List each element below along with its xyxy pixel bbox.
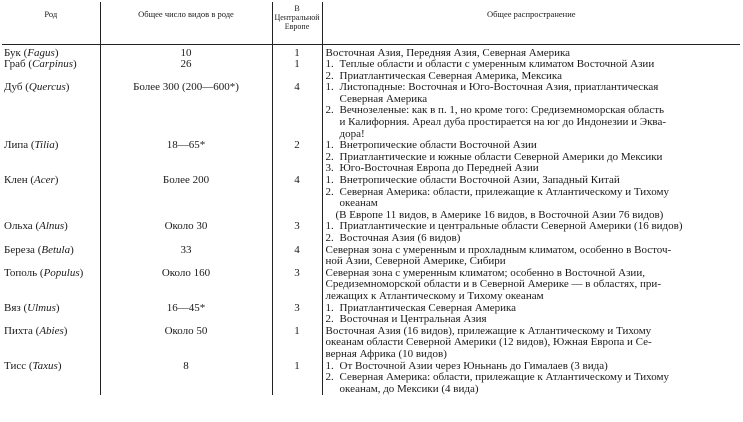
table-row <box>2 221 740 244</box>
item-number: 1. <box>325 58 334 71</box>
species-count: 18—65* <box>166 139 206 152</box>
distribution-cell <box>322 361 740 396</box>
distribution-text: Листопадные: Восточная и Юго-Восточная Азия, приатлантическая <box>339 81 659 94</box>
genus-cell: Тополь (Populus) <box>4 266 84 279</box>
species-count: Около 50 <box>164 324 208 337</box>
distribution-line <box>326 175 741 187</box>
distribution-text: Приатлантические и южные области Северной Америки до Мексики <box>339 150 663 163</box>
genus-latin-name: Abies <box>39 324 64 337</box>
genus-cell: Тисс (Taxus) <box>4 359 62 372</box>
distribution-text: Северная зона с умеренным климатом; особенно в Восточной Азии, <box>325 266 645 279</box>
species-count: 16—45* <box>166 301 206 314</box>
distribution-cell <box>322 268 740 303</box>
genus-cell: Граб (Carpinus) <box>4 58 77 71</box>
central-europe-count: 1 <box>294 58 300 71</box>
central-europe-count: 3 <box>294 266 300 279</box>
distribution-cell <box>322 59 740 82</box>
distribution-note: (В Европе 11 видов, в Америке 16 видов, в Восточной Азии 76 видов) <box>335 208 664 221</box>
central-europe-count: 1 <box>294 46 300 59</box>
distribution-line <box>326 384 741 396</box>
distribution-text: океанам, до Мексики (4 вида) <box>339 382 479 395</box>
distribution-cell <box>322 245 740 268</box>
genus-cell: Пихта (Abies) <box>4 324 68 337</box>
distribution-text: Приатлантическая Северная Америка, Мексика <box>339 69 562 82</box>
distribution-line <box>326 187 741 199</box>
species-count: Около 30 <box>164 220 208 233</box>
distribution-text: лежащих к Атлантическому и Тихому океанам <box>325 289 544 302</box>
item-number: 1. <box>325 301 334 314</box>
table-row <box>2 245 740 268</box>
genus-latin-name: Taxus <box>32 359 58 372</box>
header-species-count: Общее число видов в роде <box>100 2 272 44</box>
central-europe-cell <box>272 59 322 82</box>
genus-latin-name: Ulmus <box>27 301 56 314</box>
central-europe-cell <box>272 326 322 361</box>
table-row <box>2 59 740 82</box>
distribution-line <box>326 291 741 303</box>
distribution-line <box>326 372 741 384</box>
distribution-cell <box>322 326 740 361</box>
genus-latin-name: Fagus <box>27 46 55 59</box>
item-number: 2. <box>325 185 334 198</box>
distribution-cell <box>322 140 740 175</box>
species-count: 26 <box>180 58 192 71</box>
distribution-text: и Калифорния. Ареал дуба простирается на юг до Индонезии и Эква- <box>339 116 667 129</box>
central-europe-count: 1 <box>294 324 300 337</box>
distribution-text: От Восточной Азии через Юньнань до Гималаев (3 вида) <box>339 359 608 372</box>
table-row <box>2 44 740 59</box>
table-row <box>2 175 740 221</box>
species-count-cell <box>100 82 272 140</box>
distribution-line <box>326 314 741 326</box>
species-count: Около 160 <box>161 266 211 279</box>
species-count-cell <box>100 326 272 361</box>
header-genus: Род <box>2 2 100 44</box>
distribution-text: Восточная Азия (6 видов) <box>339 232 461 244</box>
genus-name: Вяз <box>4 301 21 314</box>
item-number: 1. <box>325 81 334 94</box>
distribution-cell <box>322 303 740 326</box>
distribution-text: Внетропические области Восточной Азии <box>339 139 537 152</box>
species-count-cell <box>100 221 272 244</box>
central-europe-cell <box>272 175 322 221</box>
distribution-line <box>326 59 741 71</box>
genus-cell: Ольха (Alnus) <box>4 220 68 233</box>
genus-latin-name: Alnus <box>39 220 65 233</box>
distribution-text: Приатлантическая Северная Америка <box>339 301 517 314</box>
genus-name: Тополь <box>4 266 38 279</box>
genus-name: Липа <box>4 139 29 152</box>
central-europe-cell <box>272 245 322 268</box>
species-count: 10 <box>180 46 192 59</box>
genus-cell: Дуб (Quercus) <box>4 81 70 94</box>
item-number: 2. <box>325 313 334 326</box>
central-europe-count: 3 <box>294 301 300 314</box>
header-central-europe: В Центральной Европе <box>272 2 322 44</box>
distribution-line <box>326 117 741 129</box>
item-number: 2. <box>325 150 334 163</box>
distribution-text: Внетропические области Восточной Азии, Западный Китай <box>339 174 620 187</box>
genus-cell: Бук (Fagus) <box>4 46 59 59</box>
item-number: 2. <box>325 371 334 384</box>
table-row <box>2 268 740 303</box>
central-europe-cell <box>272 221 322 244</box>
genus-name: Береза <box>4 243 35 256</box>
table-body <box>2 44 740 395</box>
central-europe-count: 2 <box>294 139 300 152</box>
distribution-line <box>326 349 741 361</box>
distribution-cell <box>322 82 740 140</box>
genera-table <box>2 2 740 395</box>
species-count-cell <box>100 268 272 303</box>
item-number: 1. <box>325 174 334 187</box>
species-count-cell <box>100 44 272 59</box>
item-number: 2. <box>325 232 334 244</box>
central-europe-count: 4 <box>294 174 300 187</box>
genus-cell: Береза (Betula) <box>4 243 74 256</box>
central-europe-count: 4 <box>294 81 300 94</box>
item-number: 1. <box>325 139 334 152</box>
species-count: Более 300 (200—600*) <box>133 81 239 94</box>
genus-latin-name: Carpinus <box>32 58 74 71</box>
table-row <box>2 140 740 175</box>
genus-cell: Вяз (Ulmus) <box>4 301 60 314</box>
species-count-cell <box>100 175 272 221</box>
distribution-text: ной Азии, Северной Америке, Сибири <box>325 255 506 268</box>
species-count-cell <box>100 361 272 396</box>
genus-name: Дуб <box>4 81 23 94</box>
distribution-text: Теплые области и области с умеренным климатом Восточной Азии <box>339 58 655 71</box>
genus-latin-name: Quercus <box>28 81 66 94</box>
item-number: 1. <box>325 359 334 372</box>
distribution-text: Восточная Азия, Передняя Азия, Северная Америка <box>325 46 571 59</box>
table-row <box>2 82 740 140</box>
genus-name: Бук <box>4 46 21 59</box>
central-europe-cell <box>272 82 322 140</box>
genus-latin-name: Tilia <box>34 139 55 152</box>
species-count: 33 <box>180 243 192 256</box>
genus-name: Пихта <box>4 324 33 337</box>
distribution-text: Северная Америка <box>339 92 428 105</box>
distribution-text: Северная Америка: области, прилежащие к Атлантическому и Тихому <box>339 185 670 198</box>
genus-name: Тисс <box>4 359 27 372</box>
genus-cell: Липа (Tilia) <box>4 139 59 152</box>
genus-latin-name: Betula <box>41 243 71 256</box>
distribution-text: Приатлантические и центральные области Северной Америки (16 видов) <box>339 220 683 233</box>
header-distribution: Общее распространение <box>322 2 740 44</box>
central-europe-cell <box>272 268 322 303</box>
distribution-text: Вечнозеленые: как в п. 1, но кроме того: Средиземноморская область <box>339 104 665 117</box>
distribution-text: океанам области Северной Америки (12 видов), Южная Европа и Се- <box>325 336 652 349</box>
species-count: 8 <box>183 359 189 372</box>
distribution-cell <box>322 175 740 221</box>
item-number: 1. <box>325 220 334 233</box>
central-europe-count: 3 <box>294 220 300 233</box>
distribution-text: Восточная Азия (16 видов), прилежащие к Атлантическому и Тихому <box>325 324 652 337</box>
species-count: Более 200 <box>162 174 210 187</box>
central-europe-count: 1 <box>294 359 300 372</box>
genus-name: Клен <box>4 174 28 187</box>
distribution-cell <box>322 221 740 244</box>
distribution-text: Северная Америка: области, прилежащие к Атлантическому и Тихому <box>339 371 670 384</box>
distribution-text: Средиземноморской области и в Северной Америке — в областях, при- <box>325 278 661 291</box>
genus-latin-name: Populus <box>43 266 80 279</box>
distribution-line <box>326 233 741 245</box>
central-europe-cell <box>272 303 322 326</box>
species-count-cell <box>100 245 272 268</box>
table-row <box>2 361 740 396</box>
species-count-cell <box>100 303 272 326</box>
species-count-cell <box>100 140 272 175</box>
central-europe-count: 4 <box>294 243 300 256</box>
central-europe-cell <box>272 44 322 59</box>
central-europe-cell <box>272 140 322 175</box>
table-header-row <box>2 2 740 44</box>
item-number: 2. <box>325 69 334 82</box>
genus-name: Ольха <box>4 220 33 233</box>
genus-cell: Клен (Acer) <box>4 174 59 187</box>
central-europe-cell <box>272 361 322 396</box>
distribution-text: океанам <box>339 197 378 210</box>
table-row <box>2 303 740 326</box>
distribution-text: Северная зона с умеренным и прохладным климатом, особенно в Восточ- <box>325 243 672 256</box>
distribution-cell <box>322 44 740 59</box>
genus-name: Граб <box>4 58 26 71</box>
distribution-text: Юго-Восточная Европа до Передней Азии <box>339 162 539 175</box>
item-number: 2. <box>325 104 334 117</box>
item-number: 3. <box>325 162 334 175</box>
distribution-text: верная Африка (10 видов) <box>325 347 447 360</box>
distribution-text: Восточная и Центральная Азия <box>339 313 487 326</box>
species-count-cell <box>100 59 272 82</box>
distribution-text: дора! <box>339 127 365 140</box>
genus-latin-name: Acer <box>34 174 55 187</box>
table-row <box>2 326 740 361</box>
